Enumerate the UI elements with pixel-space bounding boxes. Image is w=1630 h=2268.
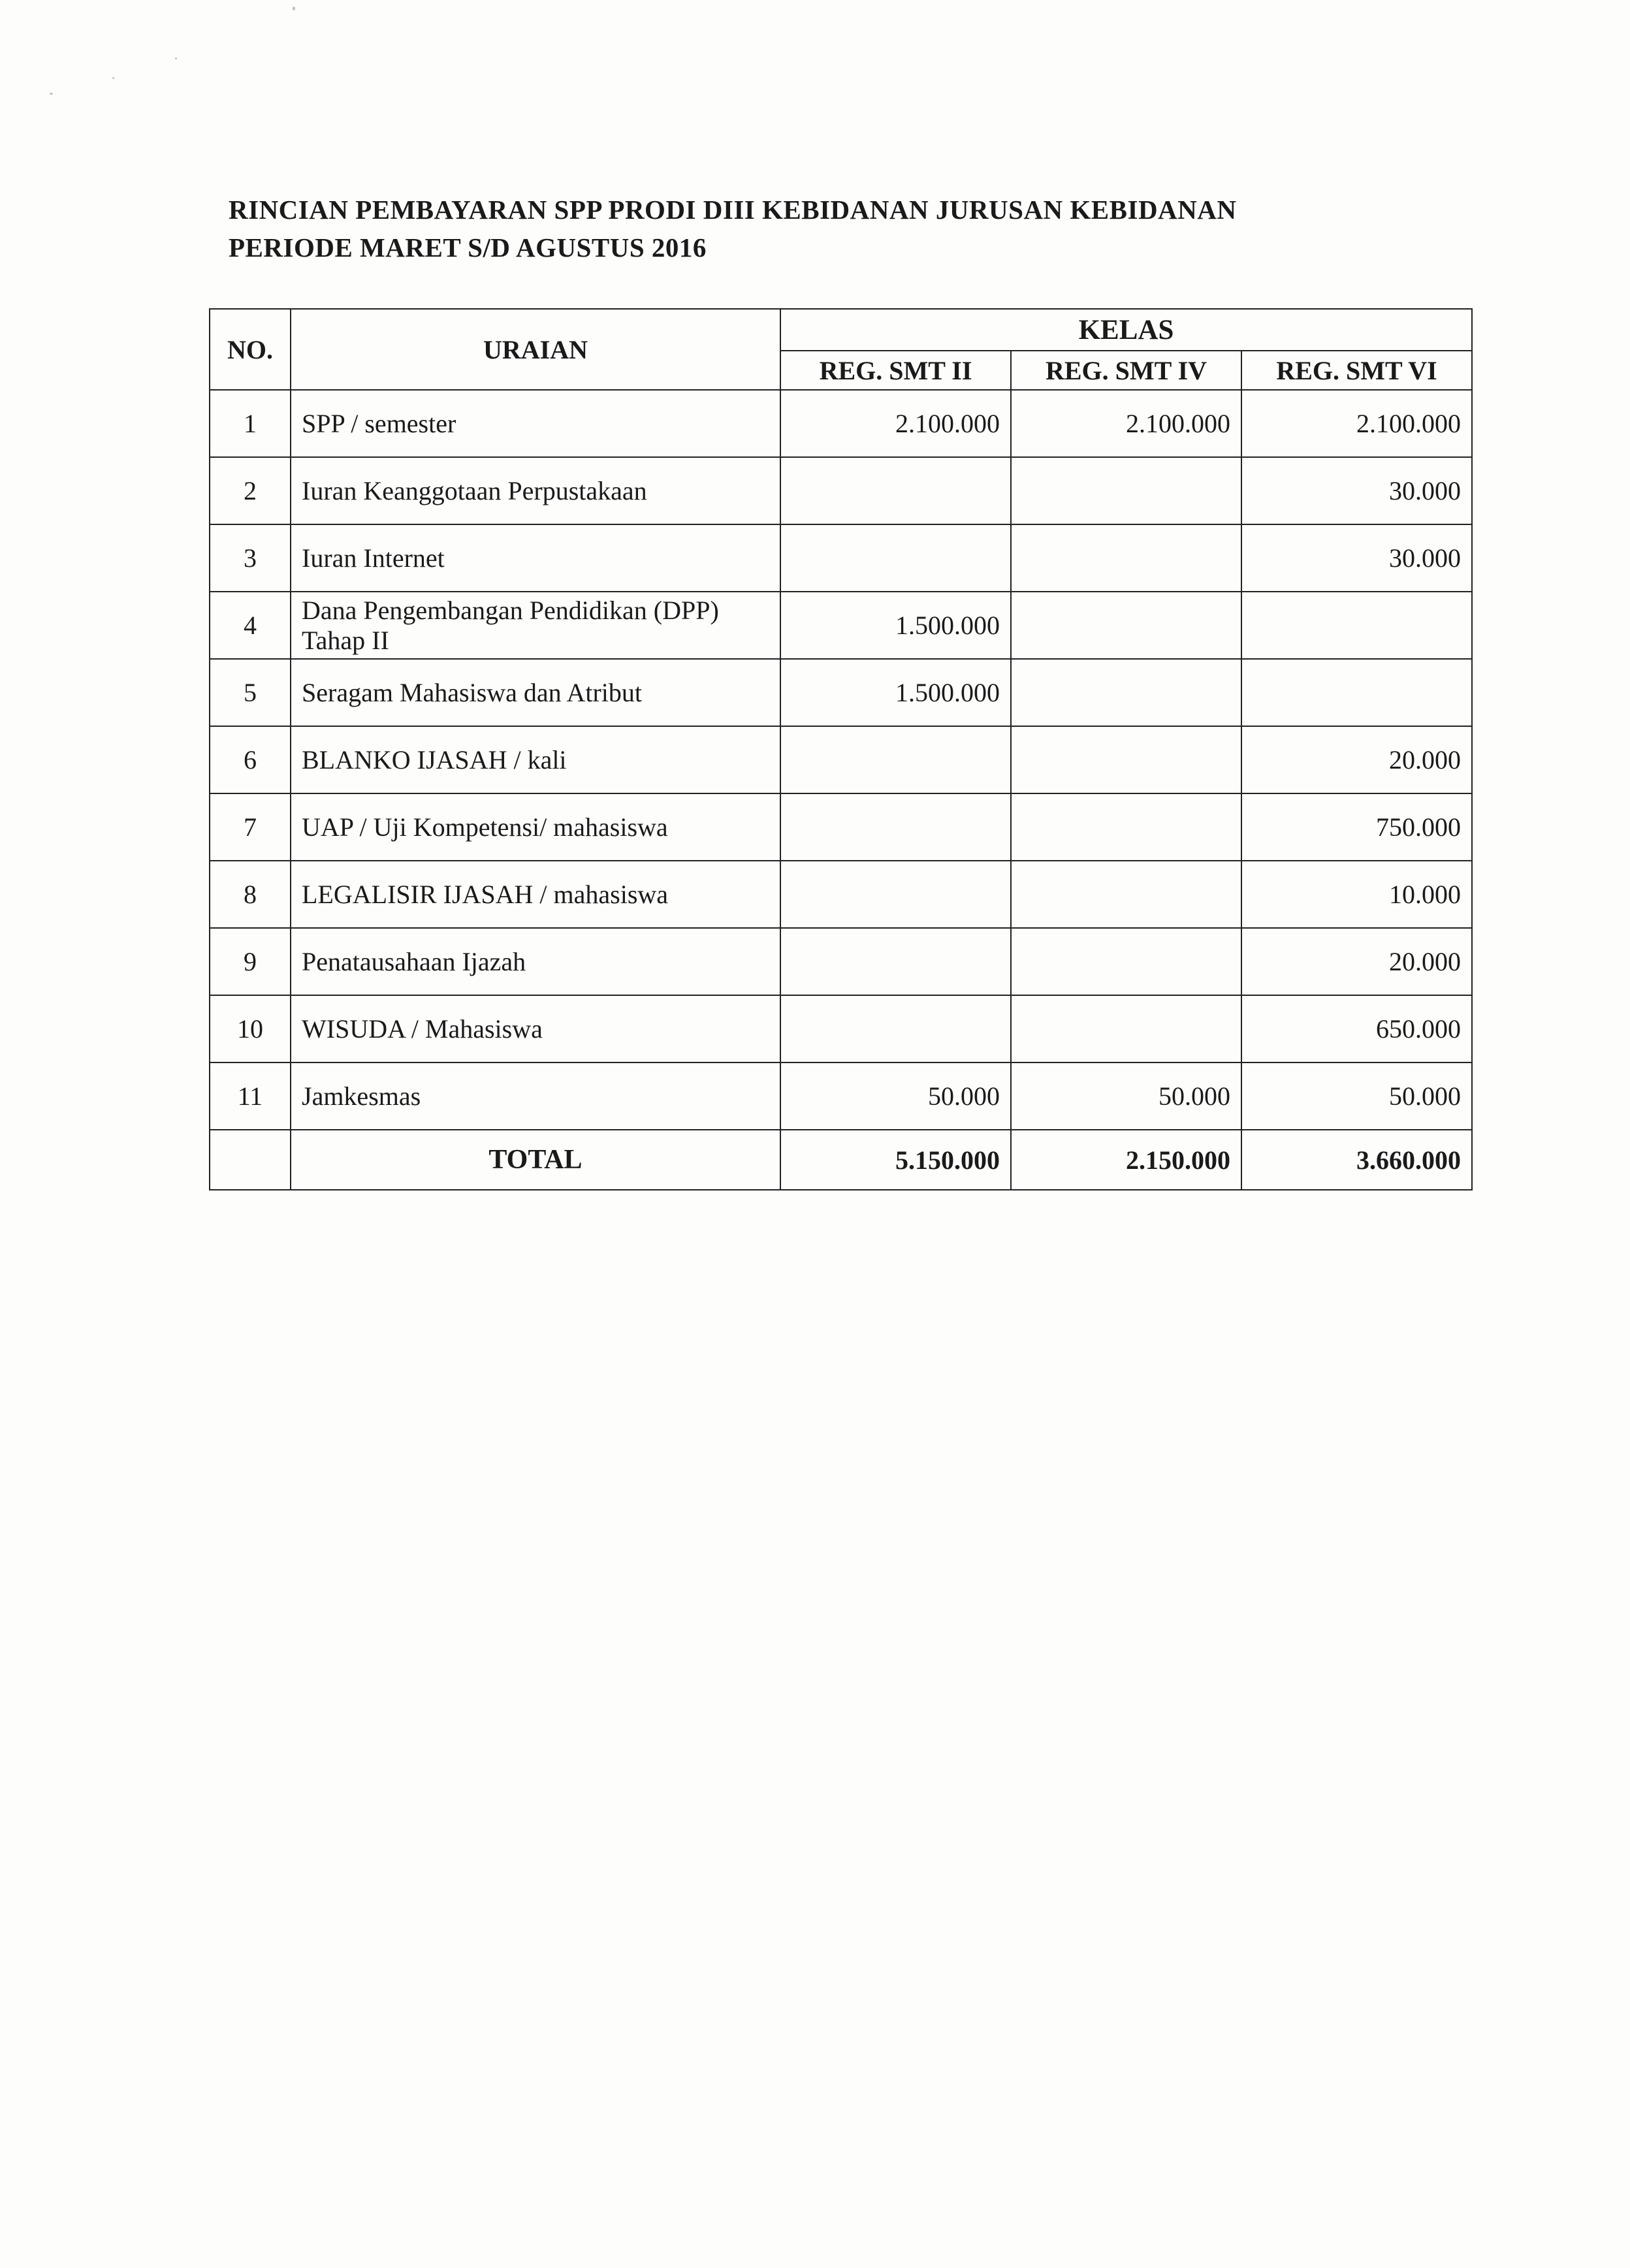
header-uraian: URAIAN	[291, 309, 780, 390]
total-row	[210, 1130, 1472, 1190]
row-value-smt-4	[1011, 457, 1241, 524]
title-line-2: PERIODE MARET S/D AGUSTUS 2016	[229, 232, 707, 263]
table-row	[210, 995, 1472, 1062]
row-number: 9	[210, 928, 291, 995]
total-smt-6: 3.660.000	[1241, 1130, 1472, 1190]
row-value-smt-4	[1011, 793, 1241, 861]
payment-table	[209, 308, 1473, 1190]
row-value-smt-6	[1241, 592, 1472, 659]
scan-speck	[112, 77, 114, 79]
row-value-smt-4	[1011, 861, 1241, 928]
scan-speck	[50, 93, 53, 95]
total-smt-2: 5.150.000	[780, 1130, 1011, 1190]
header-kelas: KELAS	[780, 309, 1472, 351]
row-description: Penatausahaan Ijazah	[291, 928, 780, 995]
row-number: 2	[210, 457, 291, 524]
table-row	[210, 390, 1472, 457]
table-row	[210, 928, 1472, 995]
row-value-smt-2	[780, 726, 1011, 793]
total-smt-4: 2.150.000	[1011, 1130, 1241, 1190]
row-value-smt-6: 10.000	[1241, 861, 1472, 928]
header-reg-smt-6: REG. SMT VI	[1241, 351, 1472, 390]
row-value-smt-2	[780, 928, 1011, 995]
row-value-smt-2: 1.500.000	[780, 659, 1011, 726]
row-value-smt-4	[1011, 995, 1241, 1062]
title-line-1: RINCIAN PEMBAYARAN SPP PRODI DIII KEBIDANAN JURUSAN KEBIDANAN	[229, 195, 1237, 225]
row-description: WISUDA / Mahasiswa	[291, 995, 780, 1062]
table-row	[210, 457, 1472, 524]
row-number: 7	[210, 793, 291, 861]
row-description: Jamkesmas	[291, 1062, 780, 1130]
row-description: UAP / Uji Kompetensi/ mahasiswa	[291, 793, 780, 861]
row-value-smt-6: 20.000	[1241, 726, 1472, 793]
total-label: TOTAL	[291, 1130, 780, 1190]
total-empty-cell	[210, 1130, 291, 1190]
row-value-smt-2	[780, 457, 1011, 524]
row-value-smt-2: 1.500.000	[780, 592, 1011, 659]
row-description: Iuran Keanggotaan Perpustakaan	[291, 457, 780, 524]
row-value-smt-4	[1011, 726, 1241, 793]
table-row	[210, 592, 1472, 659]
row-number: 8	[210, 861, 291, 928]
table-row	[210, 1062, 1472, 1130]
row-description: LEGALISIR IJASAH / mahasiswa	[291, 861, 780, 928]
row-number: 4	[210, 592, 291, 659]
scan-speck	[175, 57, 177, 59]
table-row	[210, 793, 1472, 861]
row-value-smt-6: 30.000	[1241, 524, 1472, 592]
row-value-smt-6: 650.000	[1241, 995, 1472, 1062]
row-description: Seragam Mahasiswa dan Atribut	[291, 659, 780, 726]
row-value-smt-4: 50.000	[1011, 1062, 1241, 1130]
row-value-smt-4	[1011, 524, 1241, 592]
row-description: SPP / semester	[291, 390, 780, 457]
row-value-smt-6: 20.000	[1241, 928, 1472, 995]
document-title	[229, 191, 1237, 266]
header-reg-smt-4: REG. SMT IV	[1011, 351, 1241, 390]
row-value-smt-2: 50.000	[780, 1062, 1011, 1130]
header-reg-smt-2: REG. SMT II	[780, 351, 1011, 390]
row-number: 3	[210, 524, 291, 592]
row-number: 10	[210, 995, 291, 1062]
row-number: 6	[210, 726, 291, 793]
row-number: 1	[210, 390, 291, 457]
table-row	[210, 726, 1472, 793]
row-description: BLANKO IJASAH / kali	[291, 726, 780, 793]
row-value-smt-4	[1011, 592, 1241, 659]
scan-speck	[293, 7, 295, 10]
table-row	[210, 659, 1472, 726]
row-value-smt-2	[780, 995, 1011, 1062]
row-number: 5	[210, 659, 291, 726]
row-value-smt-4	[1011, 659, 1241, 726]
row-value-smt-4	[1011, 928, 1241, 995]
row-value-smt-6: 50.000	[1241, 1062, 1472, 1130]
table-row	[210, 861, 1472, 928]
row-value-smt-2: 2.100.000	[780, 390, 1011, 457]
row-value-smt-6	[1241, 659, 1472, 726]
row-value-smt-2	[780, 524, 1011, 592]
row-number: 11	[210, 1062, 291, 1130]
row-value-smt-6: 30.000	[1241, 457, 1472, 524]
row-value-smt-2	[780, 793, 1011, 861]
row-description: Iuran Internet	[291, 524, 780, 592]
row-value-smt-2	[780, 861, 1011, 928]
row-value-smt-6: 2.100.000	[1241, 390, 1472, 457]
row-value-smt-6: 750.000	[1241, 793, 1472, 861]
header-no: NO.	[210, 309, 291, 390]
table-row	[210, 524, 1472, 592]
row-value-smt-4: 2.100.000	[1011, 390, 1241, 457]
row-description: Dana Pengembangan Pendidikan (DPP) Tahap II	[291, 592, 780, 659]
